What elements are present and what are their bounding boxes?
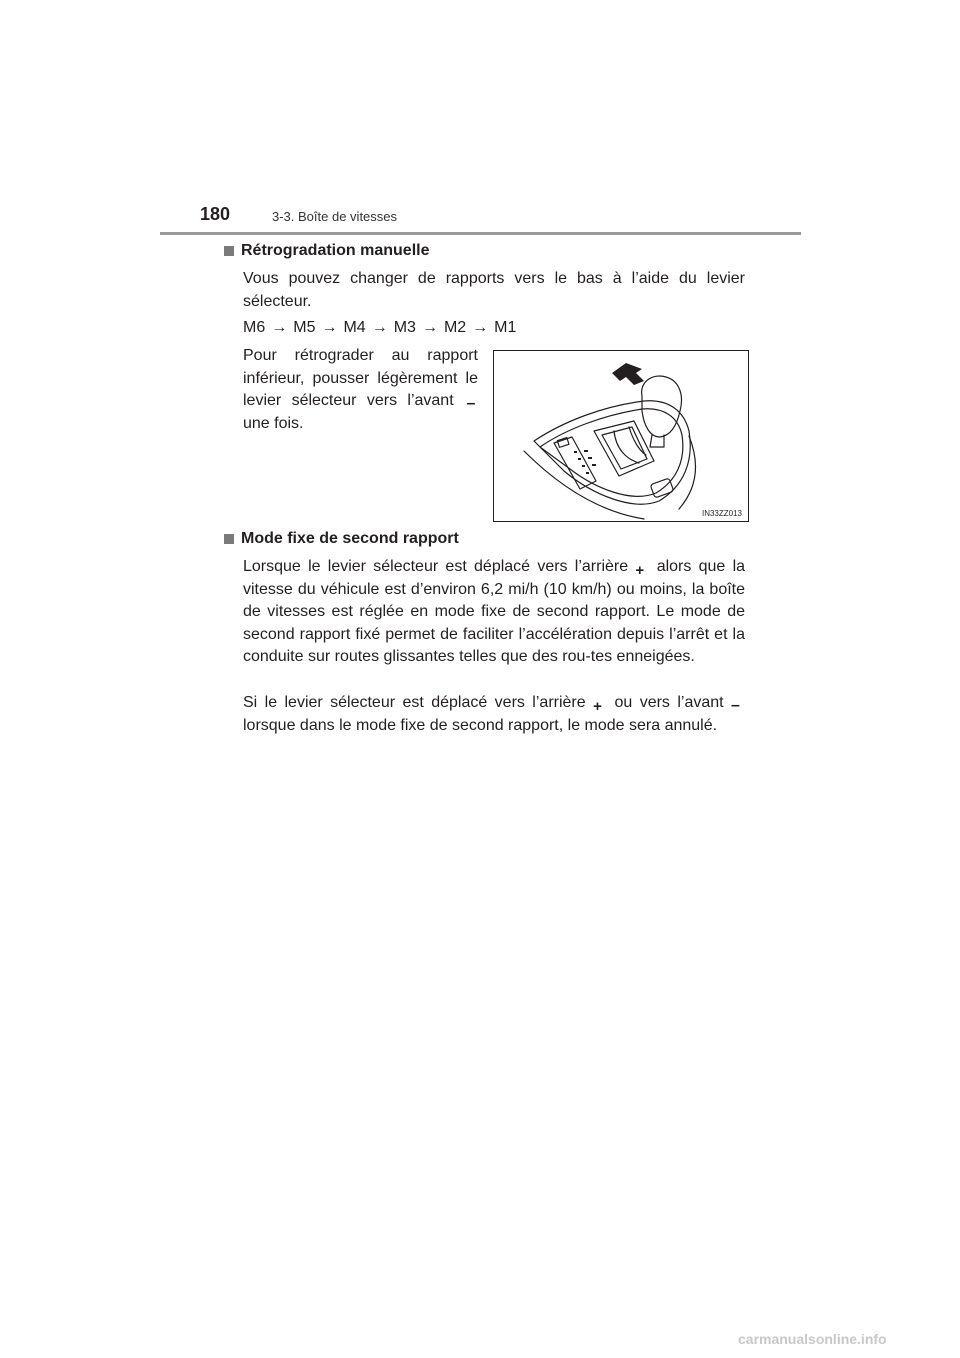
gear-label: M1	[494, 319, 517, 336]
minus-symbol-icon: –	[466, 395, 476, 412]
page-header	[160, 204, 800, 234]
gear-label: M4	[343, 319, 366, 336]
arrow-right-icon: →	[421, 319, 438, 336]
lever-knob	[642, 376, 682, 437]
arrow-right-icon: →	[472, 319, 489, 336]
arrow-right-icon: →	[371, 319, 388, 336]
console-base-line	[679, 436, 696, 509]
paragraph-text: lorsque dans le mode fixe de second rapport, le mode sera annulé.	[243, 716, 718, 734]
instruction-text-end: une fois.	[243, 414, 304, 432]
chapter-title: 3-3. Boîte de vitesses	[272, 209, 398, 224]
section-title-text: Rétrogradation manuelle	[241, 242, 430, 259]
paragraph-intro: Vous pouvez changer de rapports vers le bas à l’aide du levier sélecteur.	[243, 270, 745, 310]
instruction-text: Pour rétrograder au rapport inférieur, pousser légèrement le levier sélecteur vers l’avant	[243, 347, 478, 409]
paragraph-text: alors que la vitesse du véhicule est d’environ 6,2 mi/h (10 km/h) ou moins, la boîte de vitesses est réglée en mode fixe de second rapport. Le mode de second rapport fixé permet de faciliter l’accélération depuis l’arrêt et la conduite sur routes glissantes telles que des rou-tes enneigées.	[243, 558, 746, 665]
section-title-text: Mode fixe de second rapport	[241, 530, 459, 547]
gear-label: M2	[443, 319, 467, 336]
shift-console-drawing	[494, 351, 748, 521]
gear-label: M6	[243, 319, 266, 336]
console-switch	[650, 478, 674, 498]
gear-sequence	[243, 319, 516, 337]
section-title-manual-downshift	[224, 242, 429, 260]
arrow-right-icon: →	[271, 319, 288, 336]
watermark: carmanualsonline.info	[738, 1331, 887, 1347]
indicator-panel	[554, 437, 596, 489]
gear-label: M5	[293, 319, 316, 336]
paragraph-text: ou vers l’avant	[614, 694, 724, 711]
indicator-button	[557, 438, 569, 448]
paragraph-text: Si le levier sélecteur est déplacé vers l’arrière	[243, 694, 586, 711]
lever-boot-line	[614, 431, 639, 463]
section-title-second-gear-mode	[224, 530, 459, 548]
square-bullet-icon	[224, 534, 234, 544]
paragraph-downshift-instruction	[243, 345, 478, 435]
plus-symbol-icon: +	[635, 562, 645, 579]
figure-code: IN33ZZ013	[701, 509, 742, 518]
page-number: 180	[200, 204, 231, 224]
paragraph-second-gear-mode	[243, 556, 745, 669]
plus-symbol-icon: +	[593, 698, 602, 715]
shift-lever-illustration	[493, 350, 749, 522]
minus-symbol-icon: –	[731, 697, 740, 714]
arrow-right-icon: →	[321, 319, 338, 336]
paragraph-mode-cancel	[243, 692, 745, 737]
gear-label: M3	[393, 319, 416, 336]
paragraph-text: Lorsque le levier sélecteur est déplacé vers l’arrière	[243, 558, 629, 575]
push-forward-arrow-icon	[612, 363, 644, 385]
square-bullet-icon	[224, 246, 234, 256]
header-rule	[160, 232, 801, 235]
